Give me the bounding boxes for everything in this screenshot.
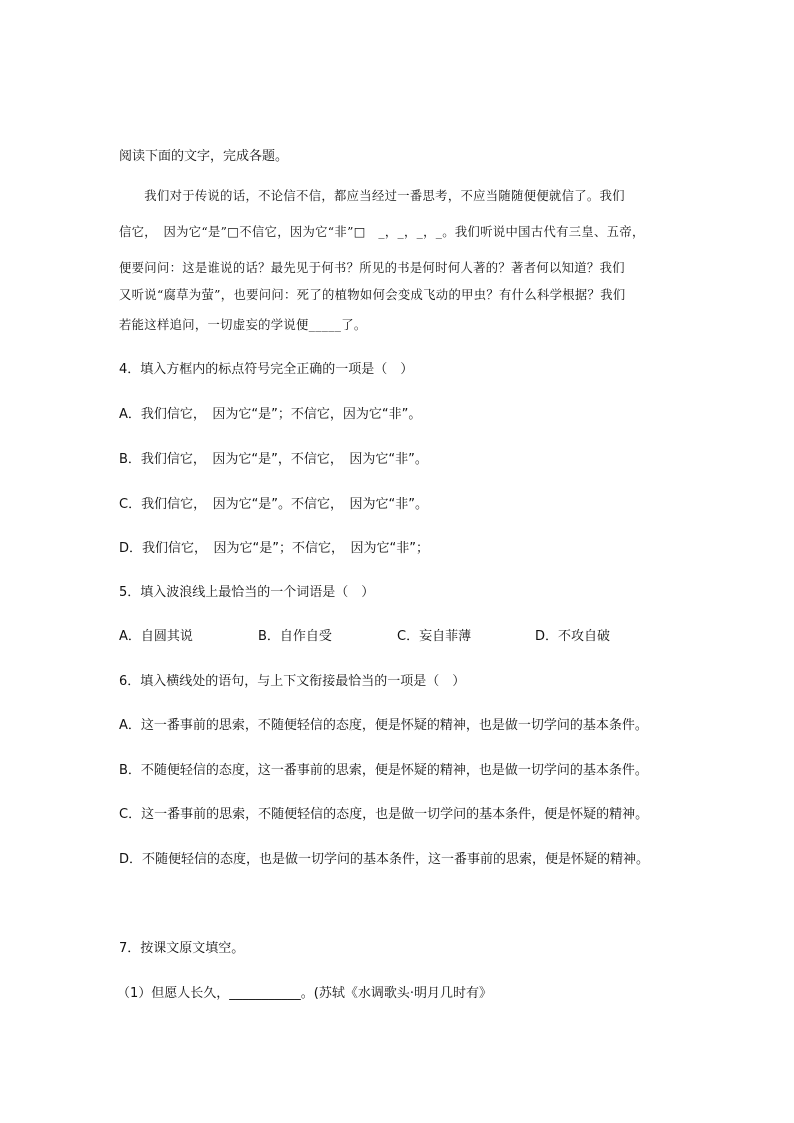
question-5-option-b: B．自作自受 [258,629,332,644]
passage-line: 又听说“腐草为萤”，也要问问：死了的植物如何会变成飞动的甲虫？有什么科学根据？我们 [119,288,626,302]
question-6-option-b: B．不随便轻信的态度，这一番事前的思索，便是怀疑的精神，也是做一切学问的基本条件。 [119,763,648,778]
question-4-option-a: A．我们信它， 因为它“是”；不信它，因为它“非”。 [119,407,422,422]
question-5-option-a: A．自圆其说 [119,629,193,644]
passage-line: 便要问问：这是谁说的话？最先见于何书？所见的书是何时何人著的？著者何以知道？我们 [119,261,625,275]
question-6-option-a: A．这一番事前的思索，不随便轻信的态度，便是怀疑的精神，也是做一切学问的基本条件。 [119,718,648,733]
passage-line: 我们对于传说的话，不论信不信，都应当经过一番思考，不应当随随便便就信了。我们 [119,189,625,203]
question-6-stem: 6．填入横线处的语句，与上下文衔接最恰当的一项是（ ） [119,674,466,689]
passage-line: 若能这样追问，一切虚妄的学说便_____了。 [119,318,367,332]
question-5-option-d: D．不攻自破 [535,629,611,644]
question-4-option-b: B．我们信它， 因为它“是”，不信它， 因为它“非”。 [119,452,428,467]
question-6-option-d: D．不随便轻信的态度，也是做一切学问的基本条件，这一番事前的思索，便是怀疑的精神。 [119,852,650,867]
question-7-stem: 7．按课文原文填空。 [119,941,245,956]
question-7-item-1: （1）但愿人长久，___________。(苏轼《水调歌头·明月几时有》 [117,986,492,1001]
question-4-option-d: D．我们信它， 因为它“是”；不信它， 因为它“非”； [119,541,429,556]
question-4-option-c: C．我们信它， 因为它“是”。不信它， 因为它“非”。 [119,497,429,512]
question-6-option-c: C．这一番事前的思索，不随便轻信的态度，也是做一切学问的基本条件，便是怀疑的精神。 [119,807,649,822]
passage-line: 信它， 因为它“是”□不信它，因为它“非”□ _，_，_，_。我们听说中国古代有三皇、五帝， [119,225,645,239]
question-4-stem: 4．填入方框内的标点符号完全正确的一项是（ ） [119,362,414,377]
question-5-option-c: C．妄自菲薄 [397,629,472,644]
question-5-stem: 5．填入波浪线上最恰当的一个词语是（ ） [119,585,375,600]
intro-instruction: 阅读下面的文字，完成各题。 [119,149,289,164]
